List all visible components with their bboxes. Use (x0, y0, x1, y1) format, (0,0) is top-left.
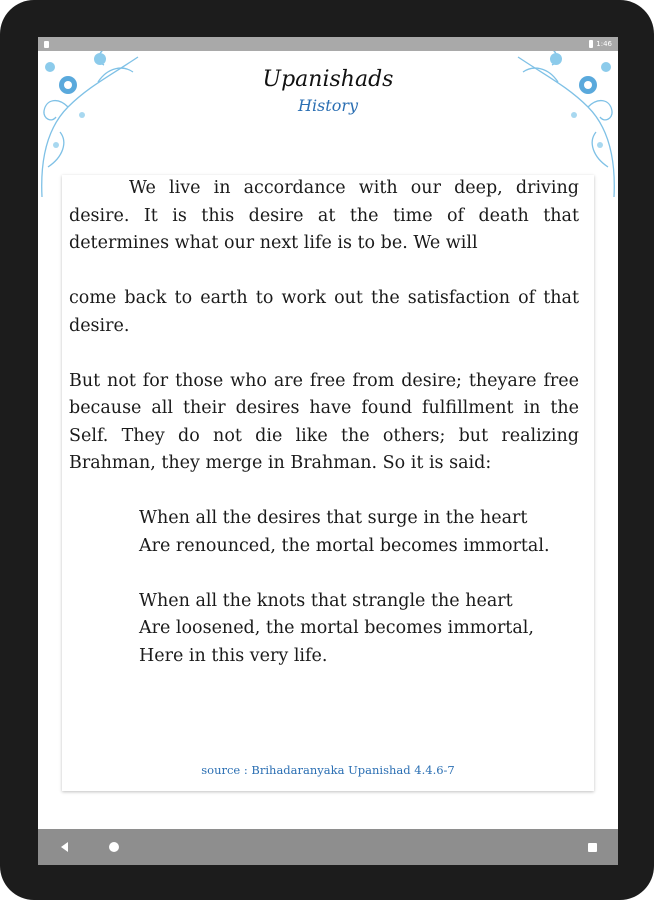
nav-bar (38, 829, 618, 865)
paragraph (69, 175, 579, 258)
content-card (62, 175, 594, 791)
paragraph-line: But not for those who are free from desire; theyare free because all (69, 370, 579, 418)
home-icon (109, 842, 119, 852)
paragraph-line: We live in accordance with our deep, driving desire. It is this desire at (69, 178, 579, 226)
paragraph (69, 368, 579, 478)
source-citation: source : Brihadaranyaka Upanishad 4.4.6-7 (201, 763, 455, 777)
page-title: Upanishads (262, 67, 394, 92)
battery-icon (589, 40, 593, 48)
verse-line: Are renounced, the mortal becomes immortal. (139, 535, 550, 556)
back-icon (61, 842, 68, 852)
paragraph-line: come back to earth to work out the satisfaction of that desire. (69, 288, 579, 336)
recents-icon (588, 843, 597, 852)
floral-ornament-right (508, 37, 618, 197)
text-body[interactable] (69, 175, 579, 670)
screen (38, 37, 618, 865)
paragraph-line: the others; but realizing Brahman, they merge in Brahman. So it is said: (69, 425, 579, 473)
home-button[interactable] (94, 829, 134, 865)
back-button[interactable] (44, 829, 84, 865)
header (38, 65, 618, 117)
floral-ornament-left (38, 37, 148, 197)
recents-button[interactable] (572, 829, 612, 865)
verse (69, 588, 579, 671)
sim-icon (44, 41, 49, 48)
paragraph (69, 285, 579, 340)
verse-line: When all the knots that strangle the heart (139, 590, 513, 611)
status-bar (38, 37, 618, 51)
status-time: 1:46 (596, 40, 612, 48)
verse-line: Are loosened, the mortal becomes immortal, (139, 618, 534, 638)
verse (69, 505, 579, 560)
paragraph-line: their desires have found fulfillment in the Self. They do not die like (69, 398, 579, 446)
page-subtitle: History (297, 96, 359, 115)
paragraph-line: the time of death that determines what our next life is to be. We will (69, 205, 579, 253)
verse-line: Here in this very life. (139, 645, 328, 666)
verse-line: When all the desires that surge in the heart (139, 508, 528, 528)
